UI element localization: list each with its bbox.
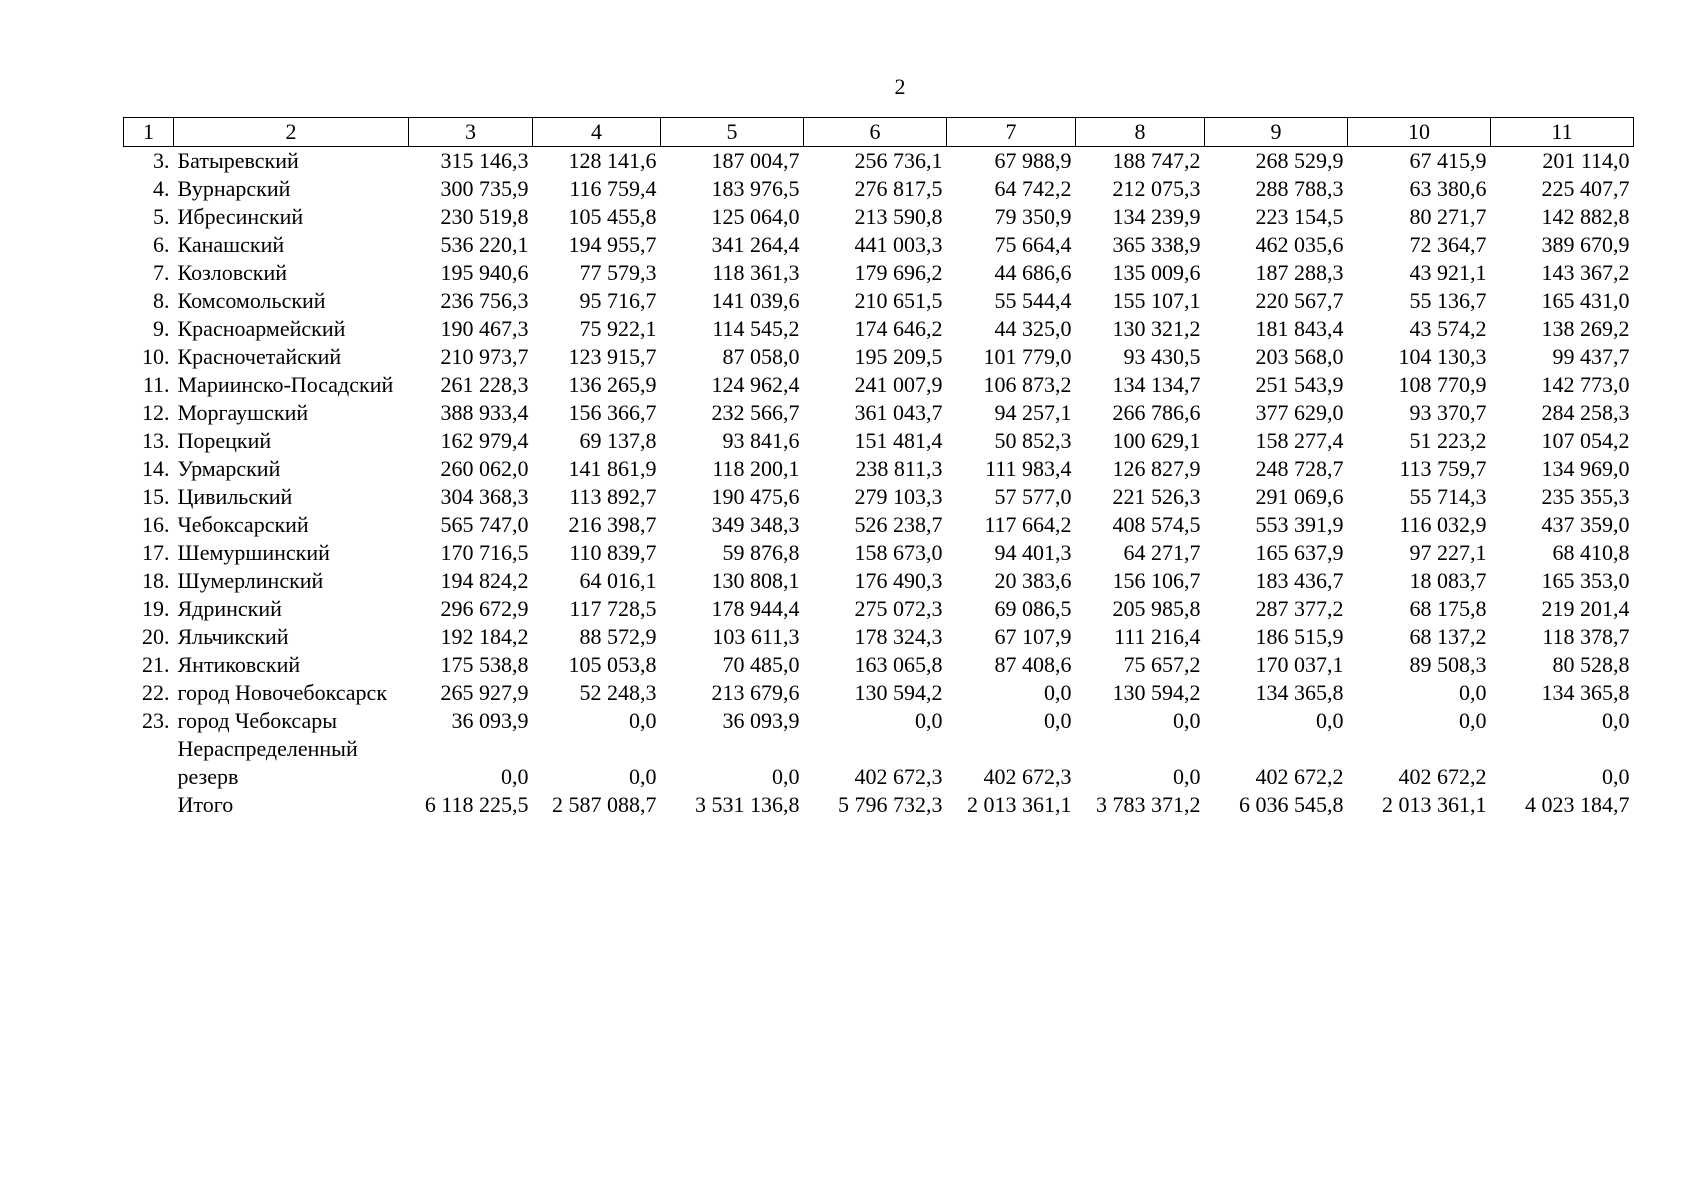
value-cell-col-9: 291 069,6	[1255, 484, 1344, 509]
district-name: Урмарский	[177, 456, 281, 481]
value-cell-col-7: 101 779,0	[983, 344, 1072, 369]
value-cell-col-4: 69 137,8	[579, 428, 657, 453]
value-cell-col-8: 221 526,3	[1112, 484, 1201, 509]
value-cell-col-7: 75 664,4	[994, 232, 1072, 257]
table-row	[124, 651, 1634, 679]
value-cell-col-7: 117 664,2	[984, 512, 1072, 537]
district-name: Комсомольский	[177, 288, 326, 313]
table-row	[124, 427, 1634, 455]
district-name: Красночетайский	[177, 344, 342, 369]
table-row	[124, 567, 1634, 595]
column-header-3: 3	[409, 118, 533, 147]
value-cell-col-7: 79 350,9	[994, 204, 1072, 229]
value-cell-col-3: 230 519,8	[440, 204, 529, 229]
value-cell-col-7: 111 983,4	[985, 456, 1072, 481]
header-row	[124, 118, 1634, 147]
table-row	[124, 175, 1634, 203]
value-cell-col-9: 6 036 545,8	[1239, 792, 1344, 817]
value-cell-col-6: 179 696,2	[854, 260, 943, 285]
column-header-6: 6	[804, 118, 947, 147]
value-cell-col-4: 64 016,1	[579, 568, 657, 593]
budget-table	[123, 117, 1634, 819]
value-cell-col-6: 241 007,9	[854, 372, 943, 397]
value-cell-col-4: 194 955,7	[568, 232, 657, 257]
row-number: 22.	[142, 680, 170, 705]
value-cell-col-3: 195 940,6	[440, 260, 529, 285]
value-cell-col-9: 553 391,9	[1255, 512, 1344, 537]
value-cell-col-11: 142 882,8	[1541, 204, 1630, 229]
district-name: Канашский	[177, 232, 285, 257]
value-cell-col-6: 178 324,3	[854, 624, 943, 649]
value-cell-col-6: 256 736,1	[854, 148, 943, 173]
value-cell-col-6: 176 490,3	[854, 568, 943, 593]
value-cell-col-11: 165 353,0	[1541, 568, 1630, 593]
district-name: Батыревский	[177, 148, 299, 173]
value-cell-col-9: 186 515,9	[1255, 624, 1344, 649]
value-cell-col-8: 130 594,2	[1112, 680, 1201, 705]
district-name: Моргаушский	[177, 400, 309, 425]
district-name: Итого	[177, 792, 234, 817]
value-cell-col-7: 402 672,3	[983, 764, 1072, 789]
table-row	[124, 147, 1634, 176]
value-cell-col-8: 134 134,7	[1112, 372, 1201, 397]
value-cell-col-7: 0,0	[1044, 680, 1072, 705]
value-cell-col-6: 276 817,5	[854, 176, 943, 201]
value-cell-col-8: 75 657,2	[1123, 652, 1201, 677]
value-cell-col-8: 205 985,8	[1112, 596, 1201, 621]
value-cell-col-11: 80 528,8	[1552, 652, 1630, 677]
table-row	[124, 371, 1634, 399]
value-cell-col-5: 349 348,3	[711, 512, 800, 537]
value-cell-col-6: 402 672,3	[854, 764, 943, 789]
value-cell-col-8: 365 338,9	[1112, 232, 1201, 257]
row-number: 20.	[142, 624, 170, 649]
value-cell-col-10: 89 508,3	[1409, 652, 1487, 677]
value-cell-col-8: 188 747,2	[1112, 148, 1201, 173]
value-cell-col-6: 213 590,8	[854, 204, 943, 229]
row-number: 18.	[142, 568, 170, 593]
row-number: 16.	[142, 512, 170, 537]
value-cell-col-7: 69 086,5	[994, 596, 1072, 621]
value-cell-col-4: 128 141,6	[568, 148, 657, 173]
value-cell-col-3: 162 979,4	[440, 428, 529, 453]
value-cell-col-7: 57 577,0	[994, 484, 1072, 509]
value-cell-col-4: 2 587 088,7	[552, 792, 657, 817]
value-cell-col-8: 156 106,7	[1112, 568, 1201, 593]
value-cell-col-5: 190 475,6	[711, 484, 800, 509]
value-cell-col-3: 300 735,9	[440, 176, 529, 201]
value-cell-col-5: 118 200,1	[712, 456, 800, 481]
district-name: город Чебоксары	[177, 708, 338, 733]
value-cell-col-11: 284 258,3	[1541, 400, 1630, 425]
value-cell-col-10: 113 759,7	[1399, 456, 1487, 481]
value-cell-col-10: 68 175,8	[1409, 596, 1487, 621]
value-cell-col-3: 388 933,4	[440, 400, 529, 425]
table-row	[124, 231, 1634, 259]
district-name: Яльчикский	[177, 624, 289, 649]
value-cell-col-4: 0,0	[629, 708, 657, 733]
district-name: Ибресинский	[177, 204, 304, 229]
column-header-5: 5	[661, 118, 804, 147]
value-cell-col-3: 190 467,3	[440, 316, 529, 341]
value-cell-col-5: 118 361,3	[712, 260, 800, 285]
value-cell-col-9: 462 035,6	[1255, 232, 1344, 257]
value-cell-col-5: 141 039,6	[711, 288, 800, 313]
value-cell-col-10: 2 013 361,1	[1382, 792, 1487, 817]
column-header-4: 4	[533, 118, 661, 147]
value-cell-col-11: 68 410,8	[1552, 540, 1630, 565]
value-cell-col-3: 565 747,0	[440, 512, 529, 537]
value-cell-col-8: 0,0	[1173, 708, 1201, 733]
value-cell-col-8: 93 430,5	[1123, 344, 1201, 369]
row-number: 9.	[153, 316, 170, 341]
value-cell-col-10: 43 574,2	[1409, 316, 1487, 341]
value-cell-col-4: 216 398,7	[568, 512, 657, 537]
value-cell-col-3: 260 062,0	[440, 456, 529, 481]
district-name: Вурнарский	[177, 176, 291, 201]
value-cell-col-11: 201 114,0	[1542, 148, 1630, 173]
value-cell-col-11: 142 773,0	[1541, 372, 1630, 397]
value-cell-col-8: 155 107,1	[1112, 288, 1201, 313]
value-cell-col-9: 203 568,0	[1255, 344, 1344, 369]
district-name: Цивильский	[177, 484, 293, 509]
value-cell-col-4: 0,0	[629, 764, 657, 789]
table-row	[124, 287, 1634, 315]
value-cell-col-5: 36 093,9	[722, 708, 800, 733]
row-number: 14.	[142, 456, 170, 481]
value-cell-col-5: 3 531 136,8	[695, 792, 800, 817]
value-cell-col-10: 68 137,2	[1409, 624, 1487, 649]
column-header-11: 11	[1491, 118, 1634, 147]
value-cell-col-7: 67 988,9	[994, 148, 1072, 173]
value-cell-col-7: 55 544,4	[994, 288, 1072, 313]
value-cell-col-6: 279 103,3	[854, 484, 943, 509]
value-cell-col-5: 93 841,6	[722, 428, 800, 453]
value-cell-col-6: 174 646,2	[854, 316, 943, 341]
table-row	[124, 315, 1634, 343]
value-cell-col-4: 116 759,4	[569, 176, 657, 201]
value-cell-col-11: 437 359,0	[1541, 512, 1630, 537]
value-cell-col-10: 43 921,1	[1409, 260, 1487, 285]
value-cell-col-7: 94 257,1	[994, 400, 1072, 425]
value-cell-col-6: 0,0	[915, 708, 943, 733]
value-cell-col-4: 75 922,1	[579, 316, 657, 341]
table-row	[124, 679, 1634, 707]
value-cell-col-6: 361 043,7	[854, 400, 943, 425]
table-row	[124, 343, 1634, 371]
value-cell-col-6: 130 594,2	[854, 680, 943, 705]
value-cell-col-10: 72 364,7	[1409, 232, 1487, 257]
table-row	[124, 203, 1634, 231]
value-cell-col-3: 536 220,1	[440, 232, 529, 257]
district-name: Красноармейский	[177, 316, 346, 341]
district-name: Порецкий	[177, 428, 272, 453]
value-cell-col-10: 402 672,2	[1398, 764, 1487, 789]
district-name: Козловский	[177, 260, 288, 285]
table-row	[124, 707, 1634, 735]
column-header-7: 7	[947, 118, 1076, 147]
district-name: Нераспределенный резерв	[177, 736, 358, 789]
table-row	[124, 595, 1634, 623]
value-cell-col-6: 151 481,4	[854, 428, 943, 453]
value-cell-col-8: 212 075,3	[1112, 176, 1201, 201]
value-cell-col-8: 3 783 371,2	[1096, 792, 1201, 817]
value-cell-col-7: 20 383,6	[994, 568, 1072, 593]
value-cell-col-11: 99 437,7	[1552, 344, 1630, 369]
value-cell-col-5: 124 962,4	[711, 372, 800, 397]
value-cell-col-10: 0,0	[1459, 708, 1487, 733]
value-cell-col-7: 44 325,0	[994, 316, 1072, 341]
value-cell-col-11: 134 365,8	[1541, 680, 1630, 705]
row-number: 8.	[153, 288, 170, 313]
value-cell-col-9: 158 277,4	[1255, 428, 1344, 453]
value-cell-col-10: 108 770,9	[1398, 372, 1487, 397]
value-cell-col-9: 377 629,0	[1255, 400, 1344, 425]
value-cell-col-11: 138 269,2	[1541, 316, 1630, 341]
value-cell-col-6: 441 003,3	[854, 232, 943, 257]
value-cell-col-9: 220 567,7	[1255, 288, 1344, 313]
row-number: 4.	[153, 176, 170, 201]
value-cell-col-10: 0,0	[1459, 680, 1487, 705]
value-cell-col-8: 126 827,9	[1112, 456, 1201, 481]
district-name: Шумерлинский	[177, 568, 324, 593]
value-cell-col-3: 194 824,2	[440, 568, 529, 593]
row-number	[124, 735, 174, 791]
value-cell-col-6: 526 238,7	[854, 512, 943, 537]
value-cell-col-9: 288 788,3	[1255, 176, 1344, 201]
value-cell-col-10: 55 136,7	[1409, 288, 1487, 313]
district-name: город Новочебоксарск	[177, 680, 388, 705]
value-cell-col-11: 389 670,9	[1541, 232, 1630, 257]
row-number: 5.	[153, 204, 170, 229]
value-cell-col-9: 181 843,4	[1255, 316, 1344, 341]
value-cell-col-5: 125 064,0	[711, 204, 800, 229]
value-cell-col-7: 67 107,9	[994, 624, 1072, 649]
table-row	[124, 735, 1634, 791]
value-cell-col-3: 36 093,9	[451, 708, 529, 733]
value-cell-col-3: 304 368,3	[440, 484, 529, 509]
value-cell-col-9: 268 529,9	[1255, 148, 1344, 173]
value-cell-col-11: 0,0	[1602, 708, 1630, 733]
row-number: 6.	[153, 232, 170, 257]
column-header-9: 9	[1205, 118, 1348, 147]
value-cell-col-11: 4 023 184,7	[1525, 792, 1630, 817]
table-row	[124, 623, 1634, 651]
value-cell-col-3: 170 716,5	[440, 540, 529, 565]
value-cell-col-8: 64 271,7	[1123, 540, 1201, 565]
table-row	[124, 791, 1634, 819]
value-cell-col-4: 141 861,9	[568, 456, 657, 481]
value-cell-col-9: 251 543,9	[1255, 372, 1344, 397]
value-cell-col-11: 0,0	[1602, 764, 1630, 789]
value-cell-col-3: 315 146,3	[440, 148, 529, 173]
value-cell-col-4: 110 839,7	[569, 540, 657, 565]
district-name: Ядринский	[177, 596, 282, 621]
value-cell-col-11: 219 201,4	[1541, 596, 1630, 621]
value-cell-col-10: 80 271,7	[1409, 204, 1487, 229]
value-cell-col-3: 210 973,7	[440, 344, 529, 369]
value-cell-col-7: 87 408,6	[994, 652, 1072, 677]
value-cell-col-6: 5 796 732,3	[838, 792, 943, 817]
value-cell-col-6: 163 065,8	[854, 652, 943, 677]
value-cell-col-9: 0,0	[1316, 708, 1344, 733]
row-number: 11.	[142, 372, 170, 397]
table-row	[124, 455, 1634, 483]
value-cell-col-9: 287 377,2	[1255, 596, 1344, 621]
value-cell-col-4: 95 716,7	[579, 288, 657, 313]
value-cell-col-11: 118 378,7	[1542, 624, 1630, 649]
value-cell-col-8: 100 629,1	[1112, 428, 1201, 453]
value-cell-col-9: 223 154,5	[1255, 204, 1344, 229]
value-cell-col-4: 123 915,7	[568, 344, 657, 369]
value-cell-col-6: 275 072,3	[854, 596, 943, 621]
value-cell-col-7: 0,0	[1044, 708, 1072, 733]
value-cell-col-9: 134 365,8	[1255, 680, 1344, 705]
value-cell-col-4: 113 892,7	[569, 484, 657, 509]
row-number: 3.	[153, 148, 170, 173]
value-cell-col-8: 408 574,5	[1112, 512, 1201, 537]
row-number: 7.	[153, 260, 170, 285]
column-header-2: 2	[174, 118, 409, 147]
value-cell-col-10: 55 714,3	[1409, 484, 1487, 509]
value-cell-col-5: 341 264,4	[711, 232, 800, 257]
value-cell-col-4: 136 265,9	[568, 372, 657, 397]
value-cell-col-10: 104 130,3	[1398, 344, 1487, 369]
row-number: 13.	[142, 428, 170, 453]
value-cell-col-3: 0,0	[501, 764, 529, 789]
column-header-8: 8	[1076, 118, 1205, 147]
value-cell-col-8: 111 216,4	[1114, 624, 1201, 649]
value-cell-col-9: 402 672,2	[1255, 764, 1344, 789]
value-cell-col-11: 134 969,0	[1541, 456, 1630, 481]
value-cell-col-8: 266 786,6	[1112, 400, 1201, 425]
row-number: 19.	[142, 596, 170, 621]
value-cell-col-8: 0,0	[1173, 764, 1201, 789]
value-cell-col-5: 213 679,6	[711, 680, 800, 705]
table-row	[124, 539, 1634, 567]
value-cell-col-5: 70 485,0	[722, 652, 800, 677]
value-cell-col-4: 117 728,5	[569, 596, 657, 621]
value-cell-col-8: 130 321,2	[1112, 316, 1201, 341]
value-cell-col-5: 103 611,3	[712, 624, 800, 649]
value-cell-col-4: 105 455,8	[568, 204, 657, 229]
value-cell-col-3: 175 538,8	[440, 652, 529, 677]
value-cell-col-3: 192 184,2	[440, 624, 529, 649]
value-cell-col-4: 105 053,8	[568, 652, 657, 677]
value-cell-col-3: 265 927,9	[440, 680, 529, 705]
value-cell-col-10: 116 032,9	[1399, 512, 1487, 537]
value-cell-col-7: 44 686,6	[994, 260, 1072, 285]
value-cell-col-5: 183 976,5	[711, 176, 800, 201]
value-cell-col-5: 232 566,7	[711, 400, 800, 425]
value-cell-col-5: 0,0	[772, 764, 800, 789]
value-cell-col-9: 165 637,9	[1255, 540, 1344, 565]
row-number	[124, 791, 174, 819]
value-cell-col-7: 106 873,2	[983, 372, 1072, 397]
value-cell-col-5: 59 876,8	[722, 540, 800, 565]
table-row	[124, 399, 1634, 427]
row-number: 12.	[142, 400, 170, 425]
value-cell-col-8: 135 009,6	[1112, 260, 1201, 285]
table-row	[124, 259, 1634, 287]
value-cell-col-9: 248 728,7	[1255, 456, 1344, 481]
value-cell-col-3: 296 672,9	[440, 596, 529, 621]
value-cell-col-7: 64 742,2	[994, 176, 1072, 201]
value-cell-col-7: 2 013 361,1	[967, 792, 1072, 817]
value-cell-col-11: 235 355,3	[1541, 484, 1630, 509]
value-cell-col-6: 210 651,5	[854, 288, 943, 313]
value-cell-col-6: 158 673,0	[854, 540, 943, 565]
value-cell-col-5: 187 004,7	[711, 148, 800, 173]
row-number: 10.	[142, 344, 170, 369]
value-cell-col-10: 18 083,7	[1409, 568, 1487, 593]
value-cell-col-7: 94 401,3	[994, 540, 1072, 565]
value-cell-col-4: 88 572,9	[579, 624, 657, 649]
value-cell-col-11: 225 407,7	[1541, 176, 1630, 201]
value-cell-col-5: 130 808,1	[711, 568, 800, 593]
district-name: Шемуршинский	[177, 540, 330, 565]
column-header-1: 1	[124, 118, 174, 147]
row-number: 17.	[142, 540, 170, 565]
table-row	[124, 511, 1634, 539]
table-row	[124, 483, 1634, 511]
value-cell-col-4: 156 366,7	[568, 400, 657, 425]
district-name: Янтиковский	[177, 652, 301, 677]
value-cell-col-10: 93 370,7	[1409, 400, 1487, 425]
value-cell-col-3: 236 756,3	[440, 288, 529, 313]
value-cell-col-7: 50 852,3	[994, 428, 1072, 453]
value-cell-col-9: 183 436,7	[1255, 568, 1344, 593]
value-cell-col-10: 51 223,2	[1409, 428, 1487, 453]
value-cell-col-3: 6 118 225,5	[424, 792, 529, 817]
value-cell-col-4: 52 248,3	[579, 680, 657, 705]
value-cell-col-9: 187 288,3	[1255, 260, 1344, 285]
table-header	[124, 118, 1634, 147]
district-name: Мариинско-Посадский	[177, 372, 394, 397]
value-cell-col-11: 165 431,0	[1541, 288, 1630, 313]
row-number: 21.	[142, 652, 170, 677]
value-cell-col-6: 238 811,3	[855, 456, 943, 481]
value-cell-col-10: 97 227,1	[1409, 540, 1487, 565]
value-cell-col-8: 134 239,9	[1112, 204, 1201, 229]
value-cell-col-10: 63 380,6	[1409, 176, 1487, 201]
value-cell-col-6: 195 209,5	[854, 344, 943, 369]
column-header-10: 10	[1348, 118, 1491, 147]
value-cell-col-10: 67 415,9	[1409, 148, 1487, 173]
value-cell-col-9: 170 037,1	[1255, 652, 1344, 677]
page-number: 2	[894, 74, 906, 99]
district-name: Чебоксарский	[177, 512, 309, 537]
table-body	[124, 147, 1634, 820]
row-number: 23.	[142, 708, 170, 733]
value-cell-col-5: 87 058,0	[722, 344, 800, 369]
value-cell-col-11: 107 054,2	[1541, 428, 1630, 453]
value-cell-col-11: 143 367,2	[1541, 260, 1630, 285]
value-cell-col-5: 178 944,4	[711, 596, 800, 621]
value-cell-col-4: 77 579,3	[579, 260, 657, 285]
value-cell-col-3: 261 228,3	[440, 372, 529, 397]
row-number: 15.	[142, 484, 170, 509]
value-cell-col-5: 114 545,2	[712, 316, 800, 341]
